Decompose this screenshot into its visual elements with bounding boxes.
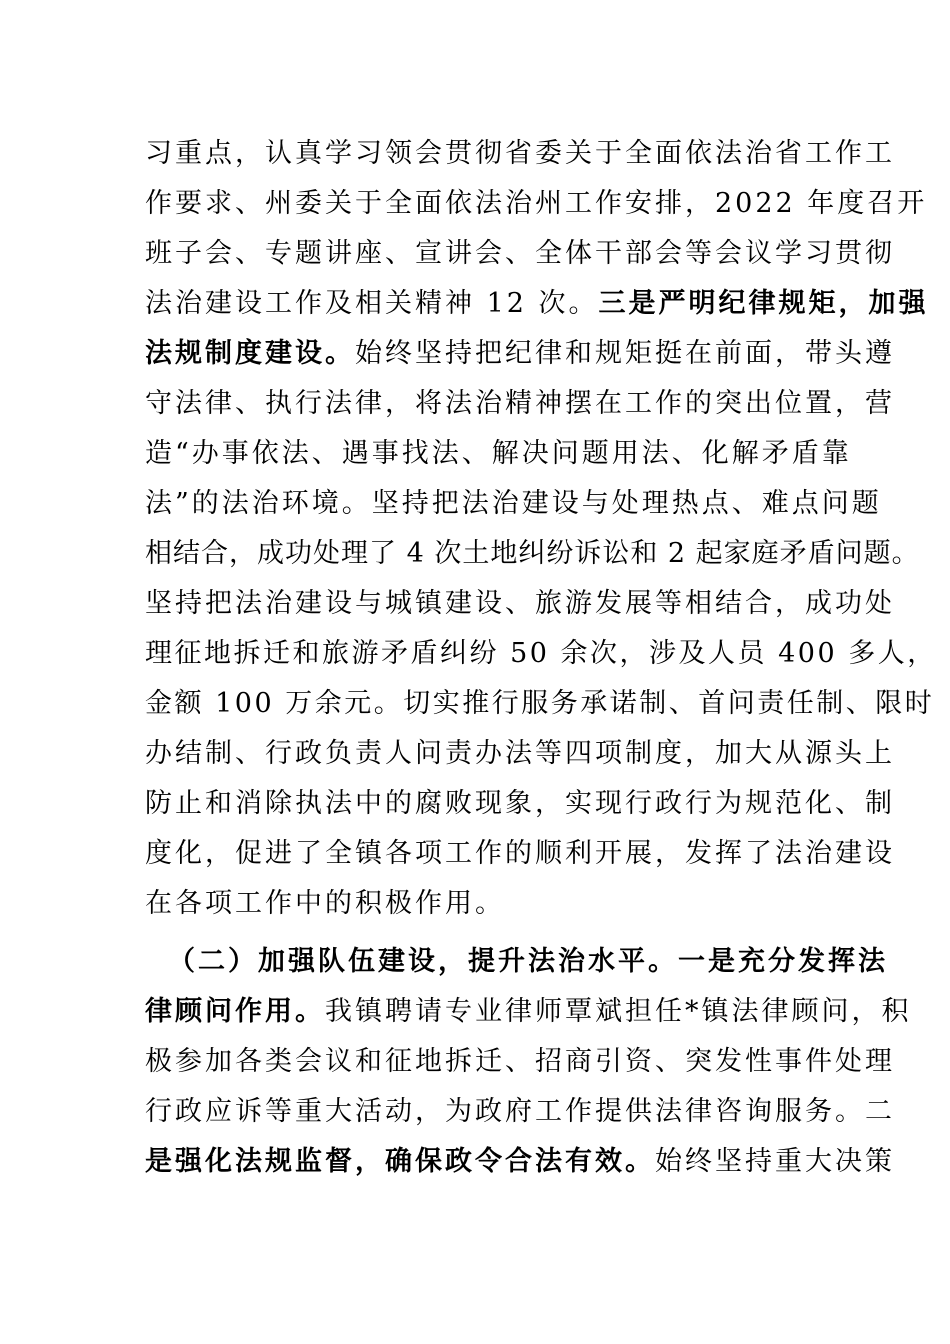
text-run: 法”的法治环境。坚持把法治建设与处理热点、难点问题 (145, 488, 882, 519)
text-line (145, 786, 895, 822)
bold-text-run: 律顾问作用。 (145, 996, 325, 1027)
text-line (145, 1144, 895, 1180)
text-line (145, 1094, 895, 1130)
text-line (145, 736, 895, 772)
text-run: 防止和消除执法中的腐败现象，实现行政行为规范化、制 (145, 788, 895, 819)
bold-text-run: （二）加强队伍建设，提升法治水平。一是充分发挥法 (168, 946, 888, 977)
text-run: 度化，促进了全镇各项工作的顺利开展，发挥了法治建设 (145, 838, 895, 869)
text-run: 始终坚持把纪律和规矩挺在前面，带头遵 (355, 338, 895, 369)
text-run: 在各项工作中的积极作用。 (145, 888, 505, 919)
section-heading-line (168, 944, 888, 980)
text-run: 办结制、行政负责人问责办法等四项制度，加大从源头上 (145, 738, 895, 769)
text-line (145, 536, 920, 572)
text-line (145, 686, 935, 722)
text-line (145, 186, 928, 222)
text-run: 行政应诉等重大活动，为政府工作提供法律咨询服务。二 (145, 1096, 895, 1127)
text-line (145, 386, 895, 422)
text-run: 坚持把法治建设与城镇建设、旅游发展等相结合，成功处 (145, 588, 895, 619)
text-run: 班子会、专题讲座、宣讲会、全体干部会等会议学习贯彻 (145, 238, 895, 269)
text-line (145, 586, 895, 622)
text-line (145, 236, 895, 272)
text-line (145, 636, 937, 672)
text-line (145, 886, 815, 922)
text-line (145, 286, 929, 322)
text-run: 极参加各类会议和征地拆迁、招商引资、突发性事件处理 (145, 1046, 895, 1077)
text-line (145, 836, 895, 872)
text-run: 始终坚持重大决策 (655, 1146, 895, 1177)
bold-text-run: 三是严明纪律规矩，加强 (598, 288, 929, 319)
text-run: 习重点，认真学习领会贯彻省委关于全面依法治省工作工 (145, 138, 895, 169)
text-run: 相结合，成功处理了 4 次土地纠纷诉讼和 2 起家庭矛盾问题。 (145, 538, 920, 569)
bold-text-run: 法规制度建设。 (145, 338, 355, 369)
text-run: 造“办事依法、遇事找法、解决问题用法、化解矛盾靠 (145, 438, 852, 469)
text-run: 我镇聘请专业律师覃斌担任*镇法律顾问，积 (325, 996, 912, 1027)
text-line (145, 136, 895, 172)
text-line (145, 1044, 895, 1080)
text-run: 守法律、执行法律，将法治精神摆在工作的突出位置，营 (145, 388, 895, 419)
text-run: 金额 100 万余元。切实推行服务承诺制、首问责任制、限时 (145, 688, 935, 719)
text-run: 作要求、州委关于全面依法治州工作安排，2022 年度召开 (145, 188, 928, 219)
text-line (145, 486, 882, 522)
text-line (145, 436, 852, 472)
text-run: 法治建设工作及相关精神 12 次。 (145, 288, 599, 319)
bold-text-run: 是强化法规监督，确保政令合法有效。 (145, 1146, 655, 1177)
text-line (145, 336, 895, 372)
text-run: 理征地拆迁和旅游矛盾纠纷 50 余次，涉及人员 400 多人， (145, 638, 937, 669)
text-line (145, 994, 912, 1030)
